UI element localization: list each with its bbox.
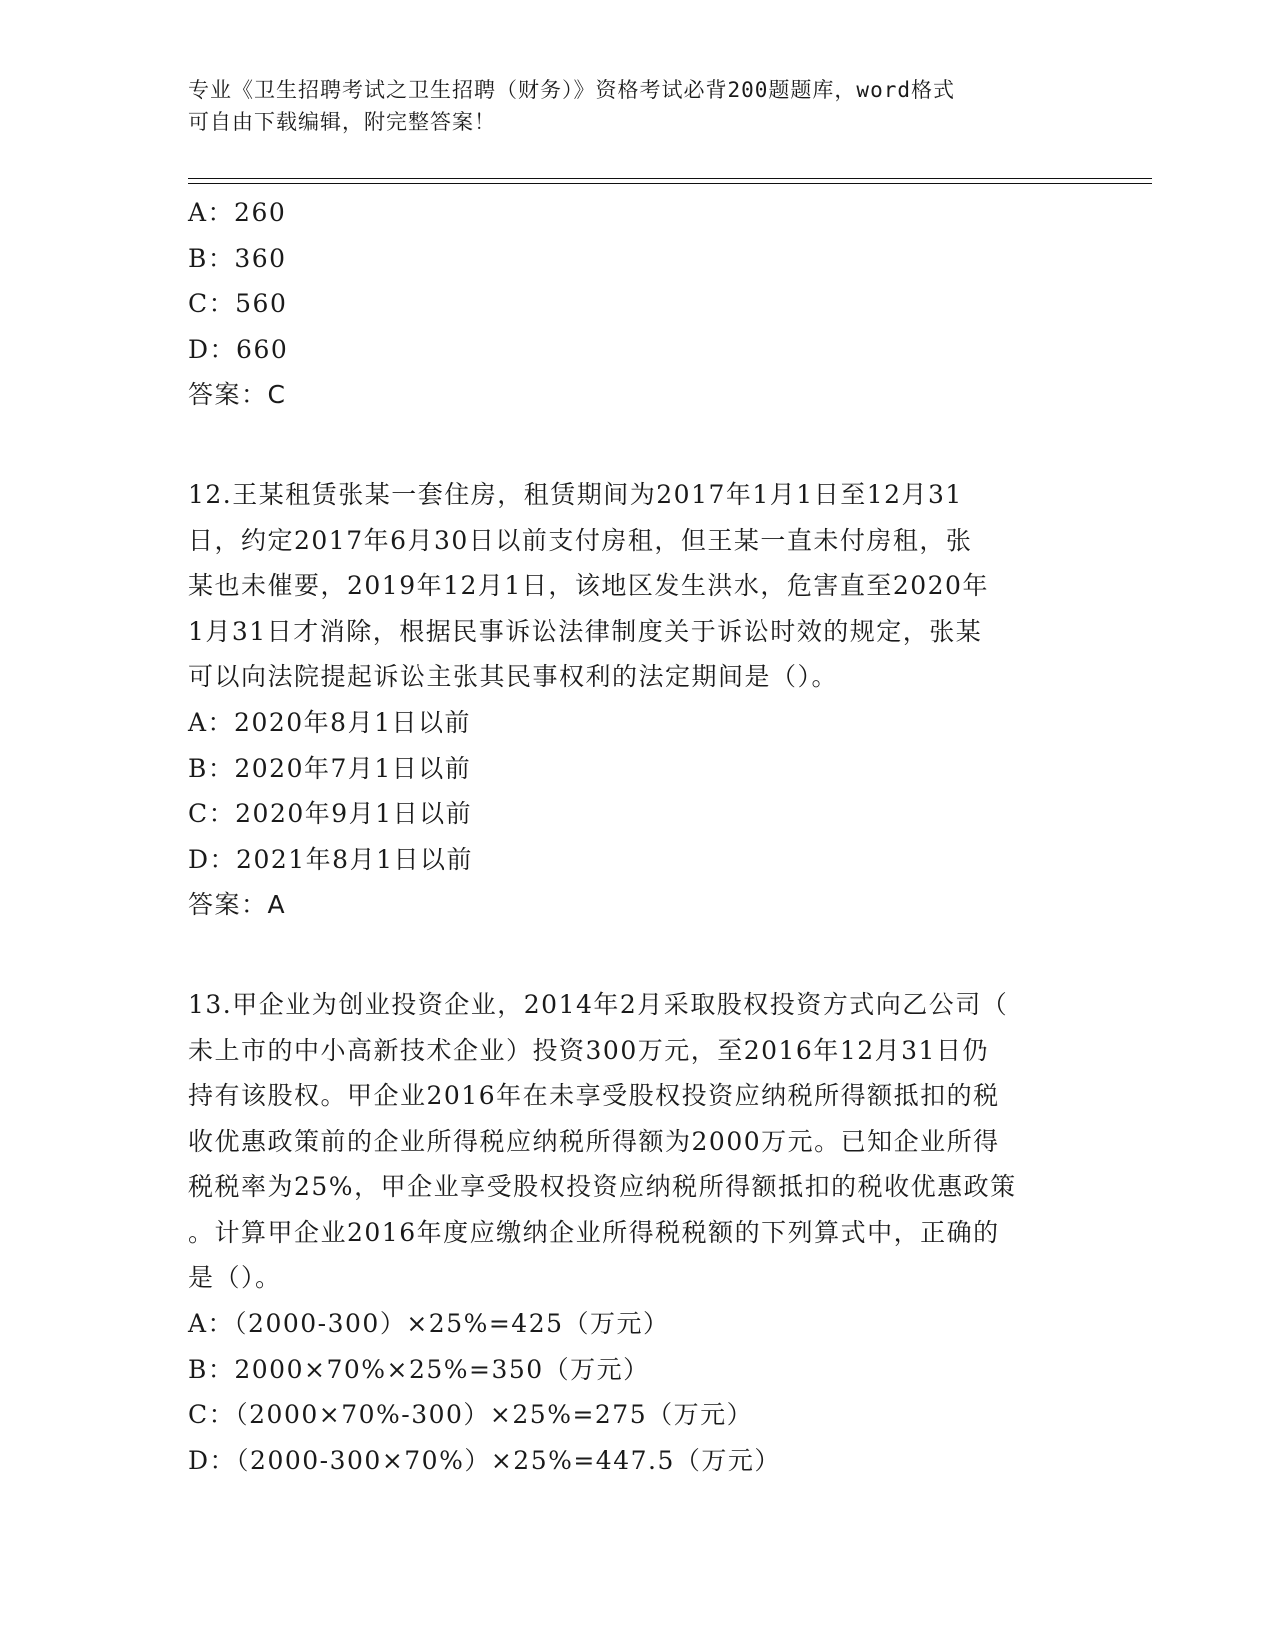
stem-line: 日，约定2017年6月30日以前支付房租，但王某一直未付房租，张 <box>188 525 973 555</box>
header-subtitle-line: 可自由下载编辑，附完整答案！ <box>188 110 496 134</box>
document-body <box>188 190 1088 1483</box>
stem-line: 。计算甲企业2016年度应缴纳企业所得税税额的下列算式中，正确的 <box>188 1217 1000 1247</box>
header-title-line: 专业《卫生招聘考试之卫生招聘（财务）》资格考试必背200题题库，word格式 <box>188 78 955 102</box>
question-12-stem <box>188 472 1088 700</box>
question-11-answer: 答案：C <box>188 380 287 410</box>
option-d: D：（2000-300×70%）×25%=447.5（万元） <box>188 1445 781 1475</box>
question-12-answer: 答案：A <box>188 890 287 920</box>
option-a: A：（2000-300）×25%=425（万元） <box>188 1309 670 1339</box>
option-b: B：360 <box>188 243 287 273</box>
question-13-stem <box>188 982 1088 1301</box>
header-divider-top <box>188 178 1152 179</box>
stem-line: 13.甲企业为创业投资企业，2014年2月采取股权投资方式向乙公司（ <box>188 989 1009 1019</box>
option-a: A：2020年8月1日以前 <box>188 707 471 737</box>
stem-line: 12.王某租赁张某一套住房，租赁期间为2017年1月1日至12月31 <box>188 479 963 509</box>
option-c: C：（2000×70%-300）×25%=275（万元） <box>188 1400 754 1430</box>
option-c: C：560 <box>188 289 288 319</box>
stem-line: 未上市的中小高新技术企业）投资300万元，至2016年12月31日仍 <box>188 1035 989 1065</box>
question-12-options <box>188 700 1088 882</box>
option-d: D：2021年8月1日以前 <box>188 844 473 874</box>
stem-line: 收优惠政策前的企业所得税应纳税所得额为2000万元。已知企业所得 <box>188 1126 1000 1156</box>
stem-line: 1月31日才消除，根据民事诉讼法律制度关于诉讼时效的规定，张某 <box>188 616 983 646</box>
question-13-options <box>188 1301 1088 1483</box>
stem-line: 某也未催要，2019年12月1日，该地区发生洪水，危害直至2020年 <box>188 571 989 601</box>
stem-line: 持有该股权。甲企业2016年在未享受股权投资应纳税所得额抵扣的税 <box>188 1081 1000 1111</box>
option-b: B：2020年7月1日以前 <box>188 753 472 783</box>
document-header <box>188 74 1078 138</box>
stem-line: 是（）。 <box>188 1263 282 1293</box>
spacer <box>188 418 1088 472</box>
stem-line: 可以向法院提起诉讼主张其民事权利的法定期间是（）。 <box>188 662 839 692</box>
option-b: B：2000×70%×25%=350（万元） <box>188 1354 650 1384</box>
question-11-options <box>188 190 1088 372</box>
spacer <box>188 928 1088 982</box>
option-d: D：660 <box>188 334 289 364</box>
header-divider-bottom <box>188 183 1152 184</box>
option-c: C：2020年9月1日以前 <box>188 799 473 829</box>
option-a: A：260 <box>188 198 287 227</box>
stem-line: 税税率为25%，甲企业享受股权投资应纳税所得额抵扣的税收优惠政策 <box>188 1172 1017 1202</box>
